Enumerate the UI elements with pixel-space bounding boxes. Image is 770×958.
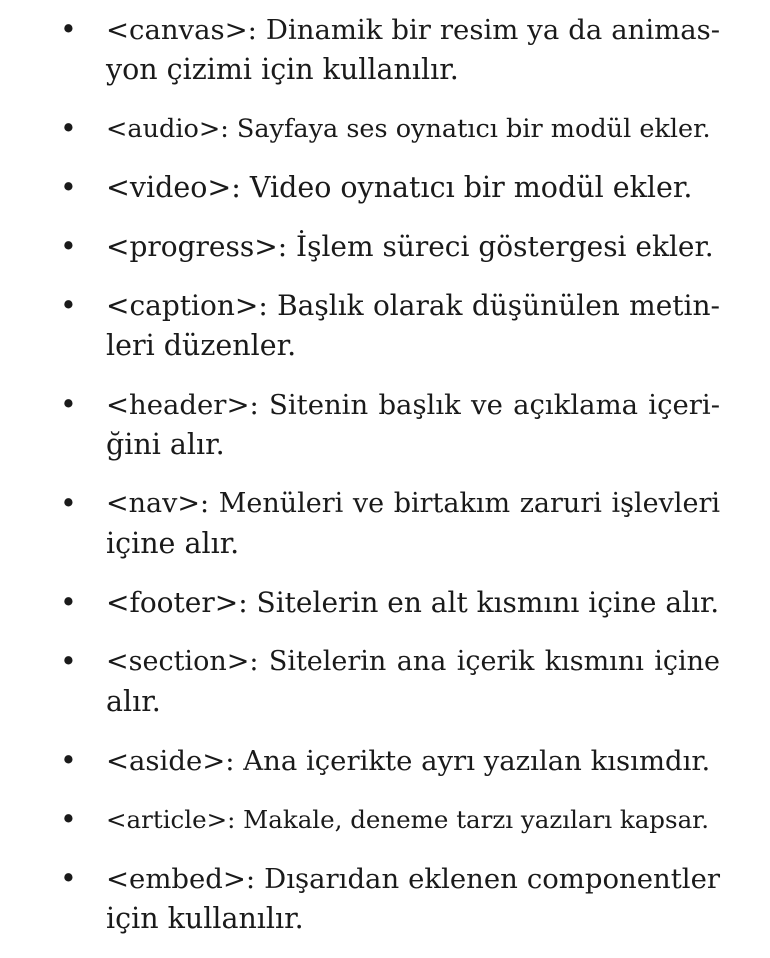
list-item <box>60 10 720 90</box>
list-item-text-line: <canvas>: Dinamik bir resim ya da animas- <box>106 14 720 46</box>
list-item-text-line: <footer>: Sitelerin en alt kısmını içine alır. <box>106 586 720 619</box>
list-item-text-line: <embed>: Dışarıdan eklenen componentler <box>106 863 720 895</box>
list-item <box>60 168 720 208</box>
list-item-text-line: içine alır. <box>106 527 240 560</box>
bullet-icon: • <box>60 289 77 322</box>
list-item <box>60 741 720 781</box>
list-item-text-line: <section>: Sitelerin ana içerik kısmını içine <box>106 646 720 677</box>
list-item <box>60 583 720 623</box>
list-item-text-line: <nav>: Menüleri ve birtakım zaruri işlevleri <box>106 488 720 519</box>
list-item <box>60 385 720 465</box>
list-item-text-line: <video>: Video oynatıcı bir modül ekler. <box>106 171 693 204</box>
list-item-text-line: <audio>: Sayfaya ses oynatıcı bir modül ekler. <box>106 114 711 144</box>
bullet-icon: • <box>60 13 77 46</box>
bullet-icon: • <box>60 388 77 421</box>
bullet-icon: • <box>60 112 77 145</box>
list-item <box>60 109 720 149</box>
bullet-icon: • <box>60 171 77 204</box>
list-item <box>60 286 720 366</box>
list-item-text-line: ğini alır. <box>106 428 225 461</box>
list-item-text-line: için kullanılır. <box>106 902 304 935</box>
list-item <box>60 227 720 267</box>
list-item-text-line: alır. <box>106 685 161 718</box>
bullet-icon: • <box>60 586 77 619</box>
bullet-icon: • <box>60 803 77 836</box>
list-item-text-line: <progress>: İşlem süreci göstergesi ekler. <box>106 230 714 263</box>
bullet-icon: • <box>60 645 77 678</box>
list-item <box>60 484 720 564</box>
bullet-icon: • <box>60 744 77 777</box>
list-item <box>60 642 720 722</box>
list-item-text-line: leri düzenler. <box>106 329 297 362</box>
list-item-text-line: <header>: Sitenin başlık ve açıklama içeri- <box>106 389 720 421</box>
list-item-text-line: <caption>: Başlık olarak düşünülen metin- <box>106 289 720 322</box>
list-item-text-line: yon çizimi için kullanılır. <box>106 53 459 86</box>
list-item-text-line: <article>: Makale, deneme tarzı yazıları kapsar. <box>106 805 709 834</box>
bullet-icon: • <box>60 487 77 520</box>
html-tags-list <box>60 10 720 958</box>
list-item <box>60 859 720 939</box>
list-item <box>60 800 720 840</box>
bullet-icon: • <box>60 862 77 895</box>
bullet-icon: • <box>60 230 77 263</box>
list-item-text-line: <aside>: Ana içerikte ayrı yazılan kısımdır. <box>106 745 711 777</box>
